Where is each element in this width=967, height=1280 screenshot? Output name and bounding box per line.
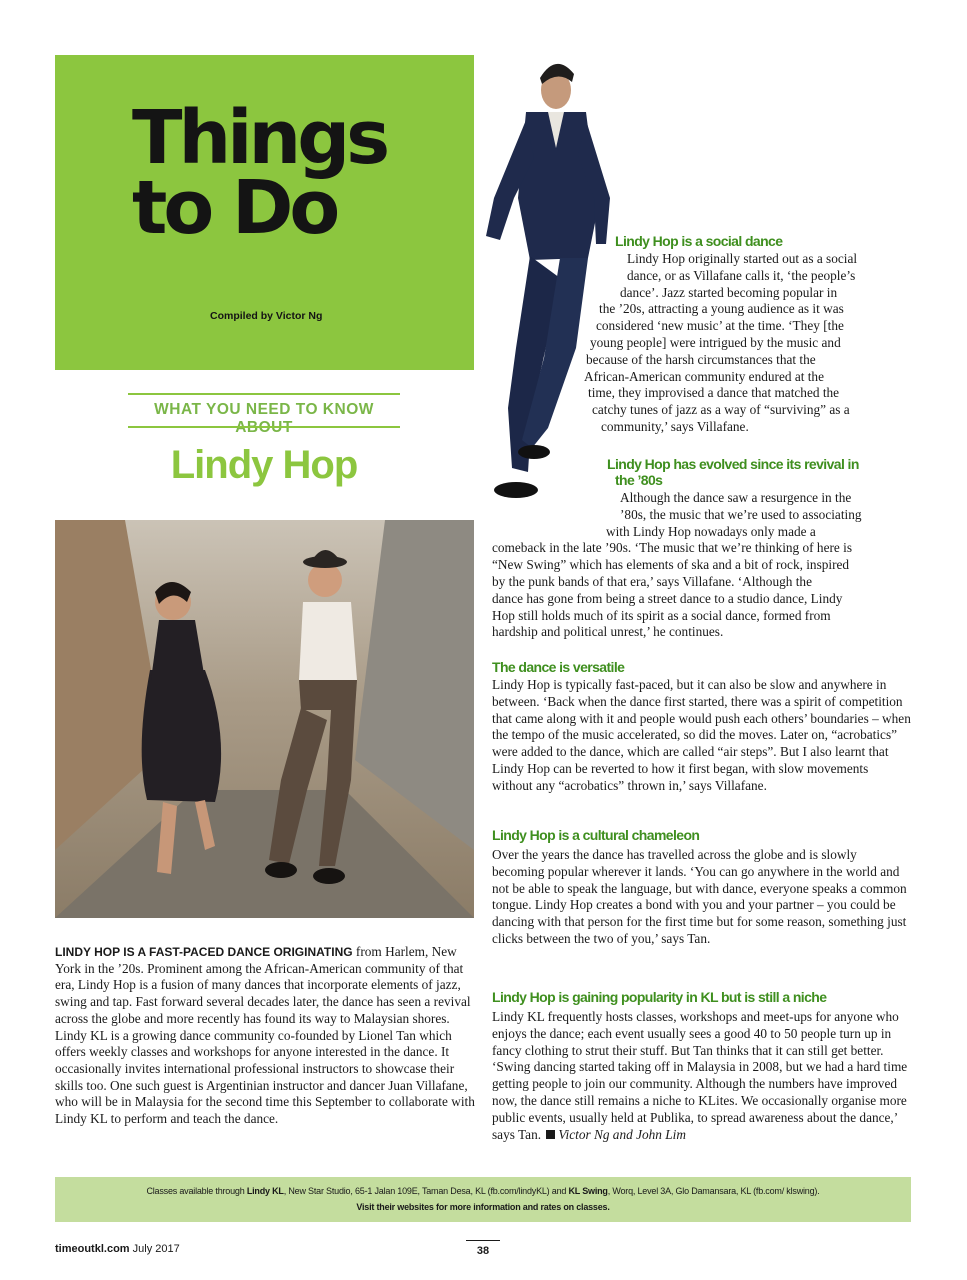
classes-info-line2: Visit their websites for more information and rates on classes. bbox=[356, 1202, 610, 1212]
section-body-versatile: Lindy Hop is typically fast-paced, but it can also be slow and anywhere in between. ‘Back when the dance first started, there was a spirit of competition that came along with it and people would push each others’ boundaries – when the tempo of the music accelerated, so did the moves. Later on, “acrobatics” were added to the dance, which are called “air steps”. But I also learnt that Lindy Hop can be reverted to how it first began, with slow movements without any “acrobatics” thrown in,’ says Villafane. bbox=[492, 677, 911, 793]
body-line: by the punk bands of that era,’ says Villafane. ‘Although the bbox=[492, 573, 812, 589]
issue-date: July 2017 bbox=[129, 1243, 180, 1255]
section-heading-chameleon: Lindy Hop is a cultural chameleon bbox=[492, 827, 700, 843]
heading-line: Lindy Hop has evolved since its revival in bbox=[607, 456, 859, 472]
end-mark-icon bbox=[546, 1130, 555, 1139]
classes-info-line1 bbox=[55, 1183, 911, 1199]
body-line: dance, or as Villafane calls it, ‘the people’s bbox=[627, 267, 856, 283]
section-heading-versatile: The dance is versatile bbox=[492, 659, 625, 675]
section-title-line2: to Do bbox=[132, 165, 337, 251]
section-heading-popularity: Lindy Hop is gaining popularity in KL but is still a niche bbox=[492, 989, 827, 1005]
heading-line: the ’80s bbox=[615, 472, 663, 488]
body-line: young people] were intrigued by the music and bbox=[590, 334, 841, 350]
body-line: the ’20s, attracting a young audience as it was bbox=[599, 301, 844, 317]
body-line: dance has gone from being a street dance to a studio dance, Lindy bbox=[492, 590, 843, 606]
body-line: considered ‘new music’ at the time. ‘They [the bbox=[596, 318, 844, 334]
intro-body: from Harlem, New York in the ’20s. Prominent among the African-American community of that era, Lindy Hop is a fusion of many dances that incorporate elements of jazz, swing and tap. Fast forward several decades later, the dance has seen a revival across the globe and more recently has found its way to Malaysian shores. Lindy KL is a growing dance community co-founded by Lionel Tan which offers weekly classes and workshops for anyone interested in the dance. It occasionally invites international professional instructors to showcase their skills too. One such guest is Argentinian instructor and dancer Juan Villafane, who will be in Malaysia for the second time this September to collaborate with Lindy KL to perform and teach the dance. bbox=[55, 944, 475, 1127]
popularity-text: Lindy KL frequently hosts classes, workshops and meet-ups for anyone who enjoys the dance; each event usually sees a good 40 to 50 people turn up in fancy clothing to strut their stuff. But Tan thinks that it can still get better. ‘Swing dancing started taking off in Malaysia in 2008, but we had a hard time getting people to join our community. Although the numbers have improved now, the dance still remains a niche to KLites. We occasionally organise more public events, usually held at Publika, to spread awareness about the dance,’ says Tan. bbox=[492, 1009, 908, 1142]
body-line: African-American community endured at the bbox=[584, 368, 824, 384]
section-body-evolved bbox=[0, 490, 920, 641]
org-kl-swing-details: , Worq, Level 3A, Glo Damansara, KL (fb.com/ klswing). bbox=[607, 1186, 820, 1196]
body-line: because of the harsh circumstances that the bbox=[586, 351, 816, 367]
section-body-popularity bbox=[492, 1009, 912, 1143]
kicker-label: WHAT YOU NEED TO KNOW ABOUT bbox=[154, 401, 374, 436]
intro-lead: LINDY HOP IS A FAST-PACED DANCE ORIGINATING bbox=[55, 945, 353, 959]
site-name: timeoutkl.com bbox=[55, 1243, 130, 1255]
body-line: Lindy Hop originally started out as a social bbox=[627, 251, 858, 266]
body-line: comeback in the late ’90s. ‘The music that we’re thinking of here is bbox=[492, 540, 853, 556]
org-lindy-kl: Lindy KL bbox=[246, 1186, 284, 1196]
compiled-by: Compiled by Victor Ng bbox=[210, 310, 323, 322]
body-line: with Lindy Hop nowadays only made a bbox=[606, 523, 816, 539]
body-line: Hop still holds much of its spirit as a social dance, formed from bbox=[492, 607, 831, 623]
classes-prefix: Classes available through bbox=[146, 1186, 247, 1196]
body-line: community,’ says Villafane. bbox=[601, 418, 749, 434]
body-line: time, they improvised a dance that matched the bbox=[588, 385, 840, 401]
org-lindy-kl-details: , New Star Studio, 65-1 Jalan 109E, Taman Desa, KL (fb.com/lindyKL) and bbox=[283, 1186, 569, 1196]
section-body-chameleon: Over the years the dance has travelled across the globe and is slowly becoming popular wherever it lands. ‘You can go anywhere in the world and not be able to speak the language, but with dance, everyone speaks a common tongue. Lindy Hop creates a bond with you and your partner – you could be dancing with that person for the first time but for some reason, something just clicks between the two of you,’ says Tan. bbox=[492, 847, 907, 946]
section-heading-evolved bbox=[607, 456, 859, 488]
byline-credit: Victor Ng and John Lim bbox=[558, 1126, 686, 1142]
page-number: 38 bbox=[476, 1245, 490, 1257]
site-issue bbox=[55, 1243, 180, 1255]
classes-info-box bbox=[55, 1177, 911, 1222]
section-title bbox=[132, 95, 462, 251]
section-heading-social: Lindy Hop is a social dance bbox=[615, 233, 783, 249]
section-body-social bbox=[0, 251, 900, 436]
page-number-rule bbox=[466, 1240, 500, 1241]
body-line: ’80s, the music that we’re used to associating bbox=[620, 506, 862, 522]
body-line: hardship and political unrest,’ he continues. bbox=[492, 624, 724, 640]
body-line: dance’. Jazz started becoming popular in bbox=[620, 284, 838, 300]
section-title-line1: Things bbox=[132, 95, 387, 181]
body-line: “New Swing” which has elements of ska and a bit of rock, inspired bbox=[492, 557, 850, 573]
intro-paragraph bbox=[55, 944, 475, 1128]
topic-title: Lindy Hop bbox=[170, 443, 358, 487]
body-line: Although the dance saw a resurgence in the bbox=[620, 490, 852, 505]
body-line: catchy tunes of jazz as a way of “surviving” as a bbox=[592, 402, 850, 418]
org-kl-swing: KL Swing bbox=[568, 1186, 608, 1196]
